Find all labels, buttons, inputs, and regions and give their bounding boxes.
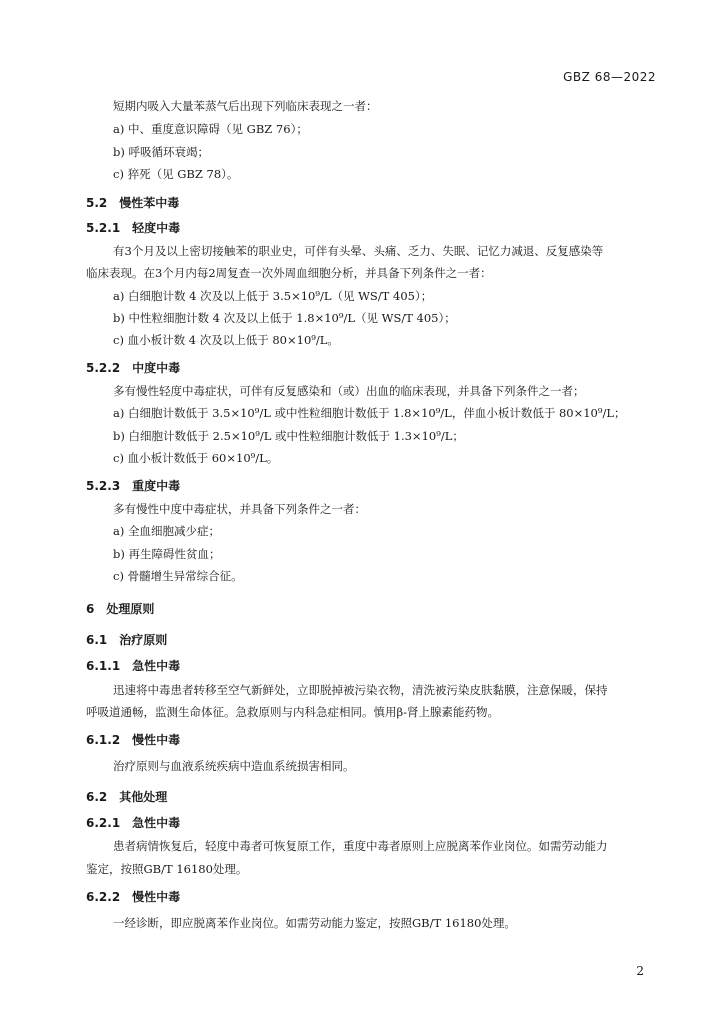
section-title: 重度中毒 (132, 479, 181, 493)
section-heading-6-2 (86, 788, 167, 805)
section-number: 6.2.1 (86, 816, 121, 830)
section-number: 5.2.1 (86, 221, 121, 235)
section-title: 治疗原则 (119, 633, 168, 647)
section-heading-5-2-2 (86, 359, 180, 376)
section-title: 轻度中毒 (132, 221, 181, 235)
section-heading-5-2-1 (86, 219, 180, 236)
section-number: 5.2.2 (86, 361, 121, 375)
section-title: 急性中毒 (132, 816, 181, 830)
list-item: a) 中、重度意识障碍（见 GBZ 76）； (113, 122, 308, 136)
paragraph-line: 治疗原则与血液系统疾病中造血系统损害相同。 (113, 759, 355, 773)
paragraph-line: 呼吸道通畅，监测生命体征。急救原则与内科急症相同。慎用β-肾上腺素能药物。 (86, 705, 500, 719)
section-heading-6-1-2 (86, 731, 180, 748)
list-item: a) 白细胞计数低于 3.5×10⁹/L 或中性粒细胞计数低于 1.8×10⁹/L，伴血小板计数低于 80×10⁹/L； (113, 406, 626, 420)
section-title: 慢性中毒 (132, 890, 181, 904)
section-number: 6.1.2 (86, 733, 121, 747)
list-item: b) 白细胞计数低于 2.5×10⁹/L 或中性粒细胞计数低于 1.3×10⁹/L； (113, 429, 464, 443)
paragraph-line: 临床表现。在3个月内每2周复查一次外周血细胞分析，并具备下列条件之一者： (86, 266, 492, 280)
section-heading-5-2 (86, 194, 179, 211)
list-item: c) 血小板计数低于 60×10⁹/L。 (113, 451, 279, 465)
section-title: 慢性苯中毒 (119, 196, 180, 210)
section-heading-6 (86, 600, 154, 617)
section-number: 6 (86, 602, 95, 616)
list-item: c) 猝死（见 GBZ 78）。 (113, 167, 239, 181)
section-heading-5-2-3 (86, 477, 180, 494)
paragraph-line: 患者病情恢复后，轻度中毒者可恢复原工作，重度中毒者原则上应脱离苯作业岗位。如需劳动能力 (113, 839, 608, 853)
paragraph-line: 多有慢性中度中毒症状，并具备下列条件之一者： (113, 502, 366, 516)
section-number: 6.1.1 (86, 659, 121, 673)
section-number: 5.2.3 (86, 479, 121, 493)
paragraph-line: 一经诊断，即应脱离苯作业岗位。如需劳动能力鉴定，按照GB/T 16180处理。 (113, 916, 516, 930)
section-number: 6.2.2 (86, 890, 121, 904)
section-heading-6-1-1 (86, 657, 180, 674)
section-heading-6-2-1 (86, 814, 180, 831)
list-item: c) 骨髓增生异常综合征。 (113, 569, 243, 583)
page-number: 2 (636, 964, 644, 978)
section-title: 处理原则 (106, 602, 155, 616)
list-item: a) 白细胞计数 4 次及以上低于 3.5×10⁹/L（见 WS/T 405）； (113, 289, 433, 303)
list-item: c) 血小板计数 4 次及以上低于 80×10⁹/L。 (113, 333, 339, 347)
section-title: 中度中毒 (132, 361, 181, 375)
section-heading-6-1 (86, 631, 167, 648)
section-number: 5.2 (86, 196, 108, 210)
list-item: b) 再生障碍性贫血； (113, 547, 221, 561)
paragraph-line: 迅速将中毒患者转移至空气新鲜处，立即脱掉被污染衣物，清洗被污染皮肤黏膜，注意保暖，保持 (113, 683, 608, 697)
section-heading-6-2-2 (86, 888, 180, 905)
section-title: 急性中毒 (132, 659, 181, 673)
standard-id-header: GBZ 68—2022 (563, 70, 656, 84)
list-item: b) 中性粒细胞计数 4 次及以上低于 1.8×10⁹/L（见 WS/T 405）； (113, 311, 456, 325)
paragraph-line: 多有慢性轻度中毒症状，可伴有反复感染和（或）出血的临床表现，并具备下列条件之一者； (113, 384, 585, 398)
paragraph-line: 鉴定，按照GB/T 16180处理。 (86, 862, 248, 876)
section-number: 6.2 (86, 790, 108, 804)
list-item: b) 呼吸循环衰竭； (113, 145, 210, 159)
paragraph-acute-severe-intro: 短期内吸入大量苯蒸气后出现下列临床表现之一者： (113, 99, 378, 113)
section-number: 6.1 (86, 633, 108, 647)
section-title: 慢性中毒 (132, 733, 181, 747)
section-title: 其他处理 (119, 790, 168, 804)
list-item: a) 全血细胞减少症； (113, 524, 220, 538)
paragraph-line: 有3个月及以上密切接触苯的职业史，可伴有头晕、头痛、乏力、失眠、记忆力减退、反复感染等 (113, 244, 604, 258)
